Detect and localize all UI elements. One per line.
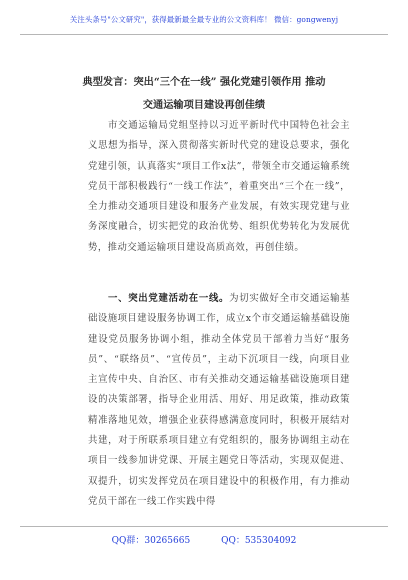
footer-contact <box>0 533 408 546</box>
footer-qq-group: QQ群：30265665 <box>111 536 191 546</box>
section1-body: 为切实做好全市交通运输基础设施项目建设服务协调工作，成立x个市交通运输基础设施建设党员服务协调小组，推动全体党员干部着力当好“服务员”、“联络员”、“宣传员”，主动下沉项目一线，向项目业主宣传中央、自治区、市有关推动交通运输基础设施项目建设的决策部署，指导企业用活、用好、用足政策，推动政策精准落地见效，增强企业获得感满意度同时，积极开展结对共建，对于所联系项目建立有党组织的，服务协调组主动在项目一线参加讲党课、开展主题党日等活动，实现双促进、双提升，切实发挥党员在项目建设中的积极作用，有力推动党员干部在一线工作实践中得 <box>88 293 351 507</box>
footer-qq: QQ：535304092 <box>221 536 297 546</box>
footer-divider <box>20 526 388 527</box>
section1-paragraph <box>88 289 350 512</box>
header-banner: 关注头条号"公文研究"，获得最新最全最专业的公文资料库！ 微信：gongwenyj <box>69 15 339 24</box>
intro-paragraph: 市交通运输局党组坚持以习近平新时代中国特色社会主义思想为指导，深入贯彻落实新时代党的建设总要求，强化党建引领，认真落实“项目工作x法”，带领全市交通运输系统党员干部积极践行“一线工作法”，着重突出“三个在一线”，全力推动交通项目建设和服务产业发展，有效实现党建与业务深度融合，切实把党的政治优势、组织优势转化为发展优势，推动交通运输项目建设高质高效，再创佳绩。 <box>88 120 350 253</box>
header-divider <box>20 34 388 35</box>
section1-heading: 一、突出党建活动在一线。 <box>108 293 230 304</box>
document-title-line2: 交通运输项目建设再创佳绩 <box>142 99 266 111</box>
document-title-line1: 典型发言：突出“三个在一线” 强化党建引领作用 推动 <box>82 76 326 88</box>
